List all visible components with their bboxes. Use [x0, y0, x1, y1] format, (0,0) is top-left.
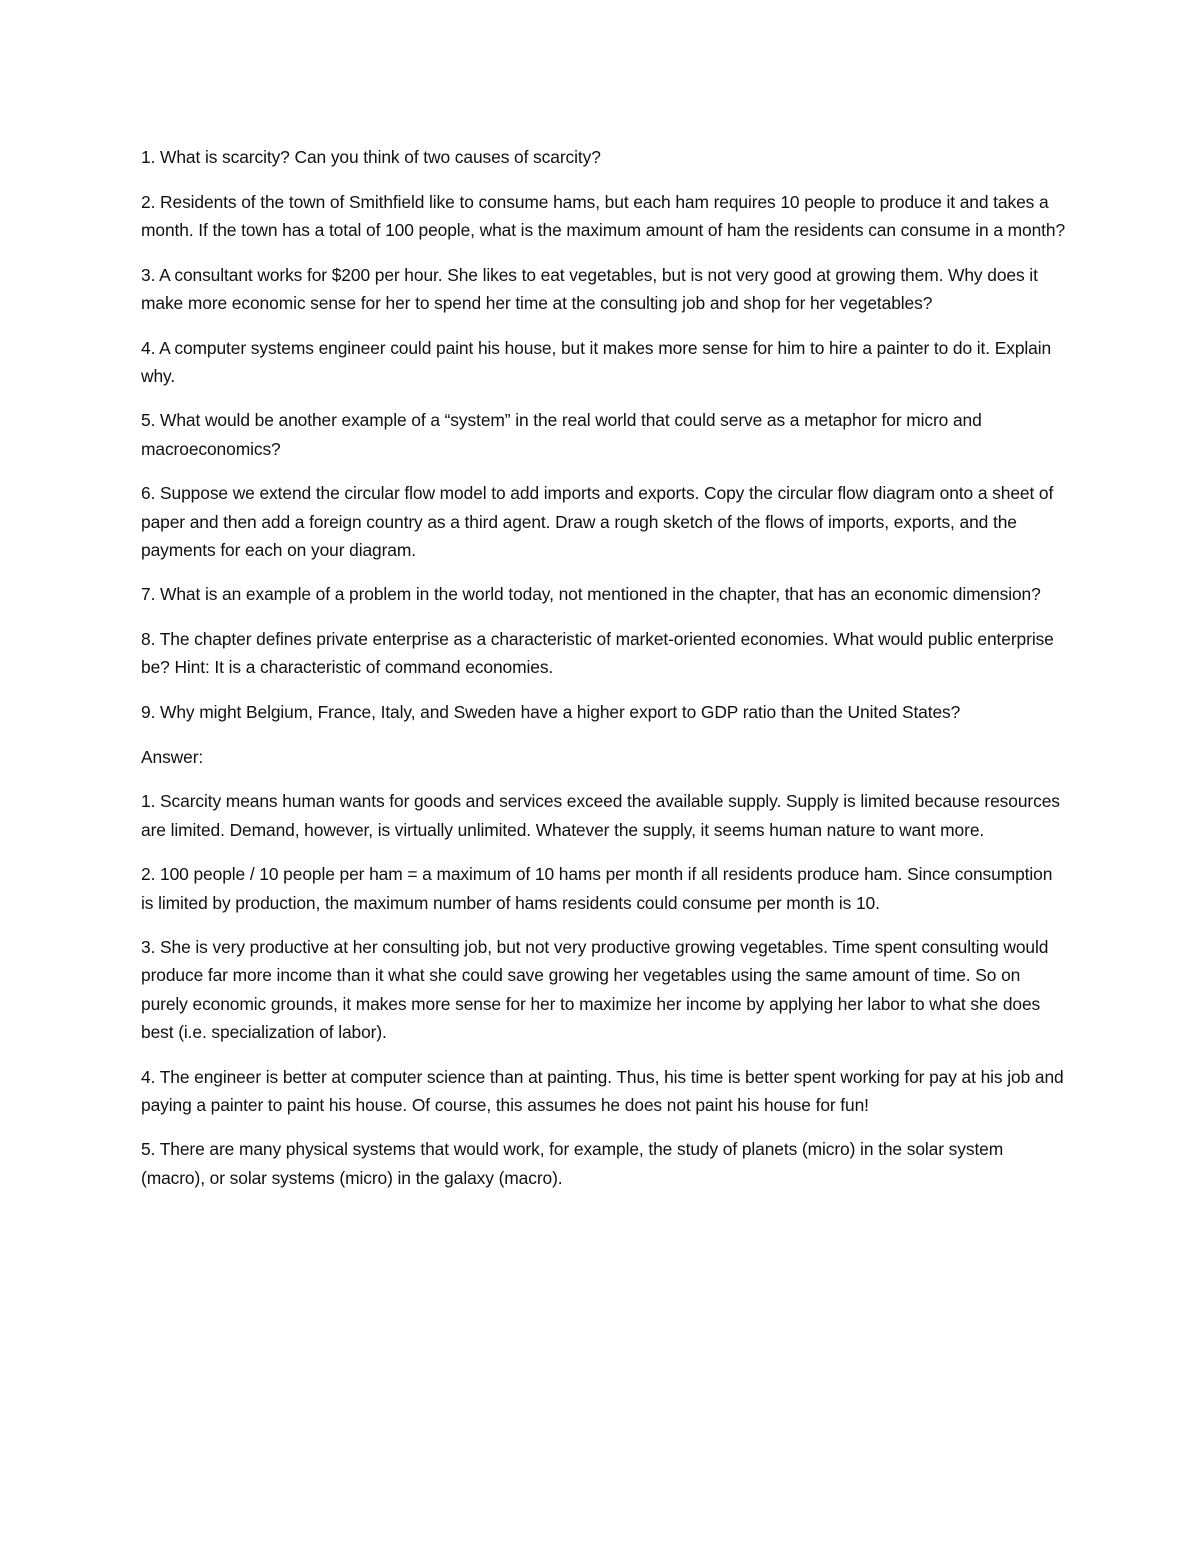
question-6: 6. Suppose we extend the circular flow model to add imports and exports. Copy the circular flow diagram onto a sheet of paper and then add a foreign country as a third agent. Draw a rough sketch of the flows of imports, exports, and the payments for each on your diagram.	[141, 483, 1054, 560]
answer-4: 4. The engineer is better at computer science than at painting. Thus, his time is better spent working for pay at his job and paying a painter to paint his house. Of course, this assumes he does not paint his house for fun!	[141, 1066, 1064, 1115]
question-2: 2. Residents of the town of Smithfield like to consume hams, but each ham requires 10 people to produce it and takes a month. If the town has a total of 100 people, what is the maximum amount of ham the residents can consume in a month?	[141, 191, 1066, 240]
question-3: 3. A consultant works for $200 per hour. She likes to eat vegetables, but is not very good at growing them. Why does it make more economic sense for her to spend her time at the consulting job and shop for her vegetables?	[141, 264, 1038, 313]
question-9: 9. Why might Belgium, France, Italy, and Sweden have a higher export to GDP ratio than the United States?	[141, 702, 961, 723]
document-body	[141, 143, 1066, 1208]
answer-2: 2. 100 people / 10 people per ham = a maximum of 10 hams per month if all residents produce ham. Since consumption is limited by production, the maximum number of hams residents could consume per month is 10.	[141, 864, 1053, 913]
question-4: 4. A computer systems engineer could paint his house, but it makes more sense for him to hire a painter to do it. Explain why.	[141, 337, 1052, 386]
question-1: 1. What is scarcity? Can you think of two causes of scarcity?	[141, 147, 601, 167]
answer-1: 1. Scarcity means human wants for goods and services exceed the available supply. Supply is limited because resources are limited. Demand, however, is virtually unlimited. Whatever the supply, it seems human nature to want more.	[141, 791, 1060, 840]
answer-5: 5. There are many physical systems that would work, for example, the study of planets (micro) in the solar system (macro), or solar systems (micro) in the galaxy (macro).	[141, 1139, 1004, 1188]
question-7: 7. What is an example of a problem in the world today, not mentioned in the chapter, that has an economic dimension?	[141, 584, 1041, 605]
question-5: 5. What would be another example of a “system” in the real world that could serve as a metaphor for micro and macroeconomics?	[141, 410, 982, 459]
answer-heading: Answer:	[141, 746, 204, 767]
answer-3: 3. She is very productive at her consulting job, but not very productive growing vegetables. Time spent consulting would produce far more income than it what she could save growing her vegetables using the same amount of time. So on purely economic grounds, it makes more sense for her to maximize her income by applying her labor to what she does best (i.e. specialization of labor).	[141, 937, 1049, 1042]
question-8: 8. The chapter defines private enterprise as a characteristic of market-oriented economies. What would public enterprise be? Hint: It is a characteristic of command economies.	[141, 629, 1054, 678]
